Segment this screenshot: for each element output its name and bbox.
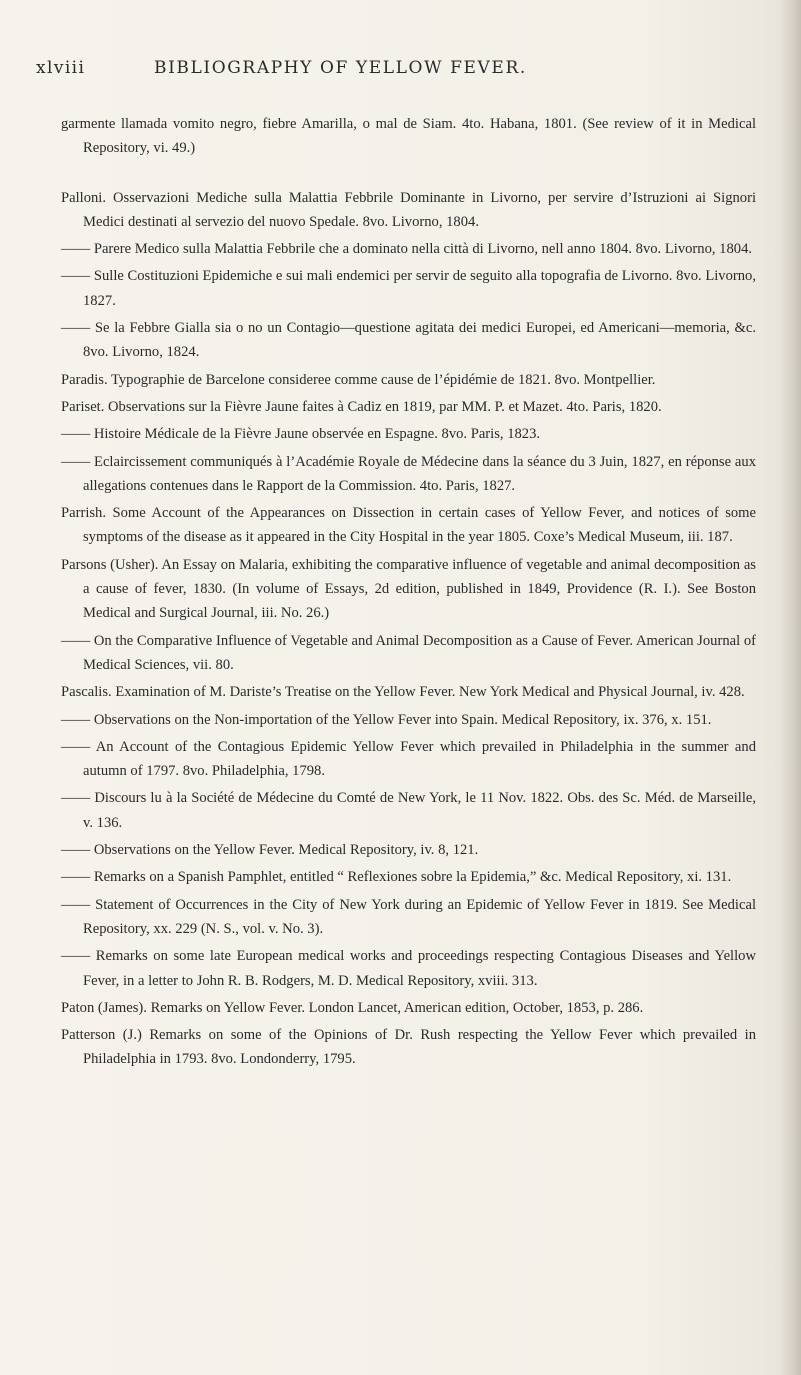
bibliography-entry: Parrish. Some Account of the Appearances on Dissection in certain cases of Yellow Fever, and notices of some symptoms of the disease as it appeared in the City Hospital in the year 1805. Coxe’s Medical Museum, iii. 187. [61,505,756,546]
bibliography-entry: —— Eclaircissement communiqués à l’Académie Royale de Médecine dans la séance du 3 Juin, 1827, en réponse aux allegations contenues dans le Rapport de la Commission. 4to. Paris, 1827. [61,453,756,494]
bibliography-entry: —— Discours lu à la Société de Médecine du Comté de New York, le 11 Nov. 1822. Obs. des Sc. Méd. de Marseille, v. 136. [61,790,756,831]
bibliography-entry: Patterson (J.) Remarks on some of the Opinions of Dr. Rush respecting the Yellow Fever which prevailed in Philadelphia in 1793. 8vo. Londonderry, 1795. [61,1027,756,1068]
page-number: xlviii [36,58,86,78]
bibliography-entry: Palloni. Osservazioni Mediche sulla Malattia Febbrile Dominante in Livorno, per servire d’Istruzioni ai Signori Medici destinati al servezio del nuovo Spedale. 8vo. Livorno, 1804. [61,189,756,230]
bibliography-entry: —— An Account of the Contagious Epidemic Yellow Fever which prevailed in Philadelphia in the summer and autumn of 1797. 8vo. Philadelphia, 1798. [61,738,756,780]
bibliography-entry: —— Remarks on some late European medical works and proceedings respecting Contagious Diseases and Yellow Fever, in a letter to John R. B. Rodgers, M. D. Medical Repository, xviii. 313. [61,948,756,989]
bibliography-entry: —— Se la Febbre Gialla sia o no un Contagio—questione agitata dei medici Europei, ed Americani—memoria, &c. 8vo. Livorno, 1824. [61,320,756,361]
bibliography-entry: —— Remarks on a Spanish Pamphlet, entitled “ Reflexiones sobre la Epidemia,” &c. Medical Repository, xi. 131. [61,869,732,886]
bibliography-entry: Pascalis. Examination of M. Dariste’s Treatise on the Yellow Fever. New York Medical and Physical Journal, iv. 428. [61,684,745,701]
bibliography-entry: Paradis. Typographie de Barcelone consideree comme cause de l’épidémie de 1821. 8vo. Montpellier. [61,371,656,388]
bibliography-entry: —— Histoire Médicale de la Fièvre Jaune observée en Espagne. 8vo. Paris, 1823. [61,426,541,443]
page-edge-shadow [779,0,801,1375]
bibliography-entry: Paton (James). Remarks on Yellow Fever. London Lancet, American edition, October, 1853, p. 286. [61,999,644,1016]
bibliography-entry: —— Statement of Occurrences in the City of New York during an Epidemic of Yellow Fever in 1819. See Medical Repository, xx. 229 (N. S., vol. v. No. 3). [61,896,756,937]
bibliography-entry: —— On the Comparative Influence of Vegetable and Animal Decomposition as a Cause of Fever. American Journal of Medical Sciences, vii. 80. [61,632,756,673]
running-title: BIBLIOGRAPHY OF YELLOW FEVER. [154,58,527,78]
bibliography-entry: Pariset. Observations sur la Fièvre Jaune faites à Cadiz en 1819, par MM. P. et Mazet. 4to. Paris, 1820. [61,398,662,415]
bibliography-list [61,112,756,1075]
bibliography-entry: —— Observations on the Yellow Fever. Medical Repository, iv. 8, 121. [61,842,479,859]
bibliography-entry: —— Sulle Costituzioni Epidemiche e sui mali endemici per servir de seguito alla topografia de Livorno. 8vo. Livorno, 1827. [61,268,756,309]
bibliography-entry: —— Parere Medico sulla Malattia Febbrile che a dominato nella città di Livorno, nell anno 1804. 8vo. Livorno, 1804. [61,241,753,258]
gap [61,164,756,186]
bibliography-entry: —— Observations on the Non-importation of the Yellow Fever into Spain. Medical Repository, ix. 376, x. 151. [61,711,712,728]
bibliography-entry: Parsons (Usher). An Essay on Malaria, exhibiting the comparative influence of vegetable and animal decomposition as a cause of fever, 1830. (In volume of Essays, 2d edition, published in 1849, Providence (R. I.). See Boston Medical and Surgical Journal, iii. No. 26.) [61,556,756,622]
bibliography-entry: garmente llamada vomito negro, fiebre Amarilla, o mal de Siam. 4to. Habana, 1801. (See review of it in Medical Repository, vi. 49.) [61,116,756,157]
